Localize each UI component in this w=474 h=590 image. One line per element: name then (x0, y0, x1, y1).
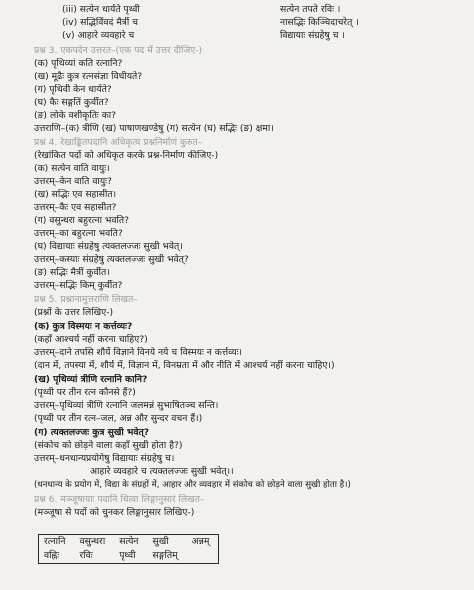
text-line: (ग) वसुन्धरा बहुरत्ना भवति? (34, 215, 129, 226)
text-line: (कहाँ आश्चर्य नहीं करना चाहिए?) (34, 334, 148, 345)
word-row (39, 535, 219, 550)
text-line: (घ) कैः सङ्गतिं कुर्वीत? (34, 97, 109, 108)
text-line: (ख) सद्भिः एव सहासीत। (34, 189, 117, 200)
word-cell: पृथ्वी (119, 550, 136, 561)
word-cell: रत्नानि (44, 536, 66, 547)
word-cell: सत्येन (119, 536, 139, 547)
text-line: (धनधान्य के प्रयोग में, विद्या के संग्रहों में, आहार और व्यवहार में संकोच को छोड़ने वाला सुखी होता है।) (34, 480, 351, 490)
text-line: (घ) विद्यायाः संग्रहेषु त्यक्तलज्जः सुखी भवेत्। (34, 241, 183, 252)
question-heading: प्रश्न 6. मञ्जूषायाः पदानि चित्वा लिङ्गानुसारं लिखत– (34, 494, 205, 505)
text-line: (दान में, तपस्या में, शौर्य में, विज्ञान में, विनम्रता में और नीति में आश्चर्य नहीं करना चाहिए।) (34, 360, 335, 371)
word-box (38, 534, 219, 564)
text-line: (क) सत्येन वाति वायुः। (34, 163, 110, 174)
answer-line: उत्तरम्–कस्याः संग्रहेषु त्यक्तलज्जः सुखी भवेत्? (34, 254, 189, 265)
text-line: (ङ) सद्भिः मैत्रीं कुर्वीत। (34, 267, 110, 278)
answer-line: आहारे व्यवहारे च त्यक्तलज्जः सुखी भवेत्।। (90, 466, 234, 477)
verse-line-left: (iii) सत्येन धार्यते पृथ्वी (62, 4, 140, 15)
sub-question: (ख) पृथिव्यां त्रीणि रत्नानि कानि? (34, 374, 148, 385)
word-cell: वह्निः (44, 550, 60, 561)
verse-line-left: (v) आहारे व्यवहारे च (62, 30, 135, 41)
text-line: (ङ) लोके वशीकृतिः का? (34, 110, 117, 121)
text-line: (मञ्जूषा से पदों को चुनकर लिङ्गानुसार लिखिए-) (34, 507, 195, 518)
text-line: (ख) मूढैः कुत्र रत्नसंज्ञा विधीयते? (34, 71, 143, 82)
text-line: (क) पृथिव्यां कति रत्नानि? (34, 58, 123, 69)
verse-line-left: (iv) सद्भिर्विवदं मैत्रीं च (62, 17, 139, 28)
answer-line: उत्तरम्–का बहुरत्ना भवति? (34, 228, 123, 239)
word-row (39, 549, 219, 564)
answer-line: उत्तरम्–सद्भिः किम् कुर्वीत? (34, 280, 123, 291)
verse-line-right: विद्यायाः संग्रहेषु च । (280, 30, 345, 41)
word-cell: सुखी (152, 536, 169, 547)
text-line: (रेखांकित पदों को अधिकृत करके प्रश्न-निर्माण कीजिए-) (34, 150, 219, 161)
text-line: (ग) पृथिवी केन धार्यते? (34, 84, 112, 95)
word-cell (187, 549, 219, 564)
answer-line: उत्तरम्–केन वाति वायुः? (34, 176, 112, 187)
verse-line-right: सत्येन तपते रविः । (280, 4, 341, 15)
answer-line: उत्तराणि–(क) त्रीणि (ख) पाषाणखण्डेषु (ग) सत्येन (घ) सद्भिः (ङ) क्षमा। (34, 123, 274, 134)
answer-line: उत्तरम्–कैः एव सहासीत? (34, 202, 117, 213)
verse-line-right: नासद्भिः किञ्चिदाचरेत् । (280, 17, 359, 28)
text-line: (संकोच को छोड़ने वाला कहाँ सुखी होता है?) (34, 440, 183, 451)
answer-line: उत्तरम्–धनधान्यप्रयोगेषु विद्यायाः संग्रहेषु च। (34, 453, 175, 464)
question-heading: प्रश्न 3. एकपदेन उत्तरत–(एक पद में उत्तर दीजिए-) (34, 45, 203, 56)
word-cell: वसुन्धरा (79, 536, 106, 547)
question-heading: प्रश्न 5. प्रश्नानामुत्तराणि लिखत– (34, 294, 138, 305)
answer-line: उत्तरम्–पृथिव्यां त्रीणि रत्नानि जलमन्नं सुभाषितञ्च सन्ति। (34, 400, 219, 411)
sub-question: (क) कुत्र विस्मयः न कर्त्तव्यः? (34, 321, 133, 332)
word-cell: सङ्गतिम् (152, 550, 178, 561)
sub-question: (ग) त्यक्तलज्जः कुत्र सुखी भवेत्? (34, 427, 150, 438)
word-cell: अन्नम् (191, 536, 210, 547)
text-line: (पृथ्वी पर तीन रत्न–जल, अन्न और सुन्दर वचन हैं।) (34, 413, 203, 424)
text-line: (पृथ्वी पर तीन रत्न कौनसे हैं?) (34, 387, 136, 398)
answer-line: उत्तरम्–दाने तपसि शौर्ये विज्ञाने विनये नये च विस्मयः न कर्त्तव्यः। (34, 347, 242, 358)
text-line: (प्रश्नों के उत्तर लिखिए-) (34, 307, 114, 318)
word-cell: रविः (79, 550, 93, 561)
question-heading: प्रश्न 4. रेखाङ्कितपदानि अधिकृत्य प्रश्ननिर्माणं कुरुत– (34, 137, 203, 148)
